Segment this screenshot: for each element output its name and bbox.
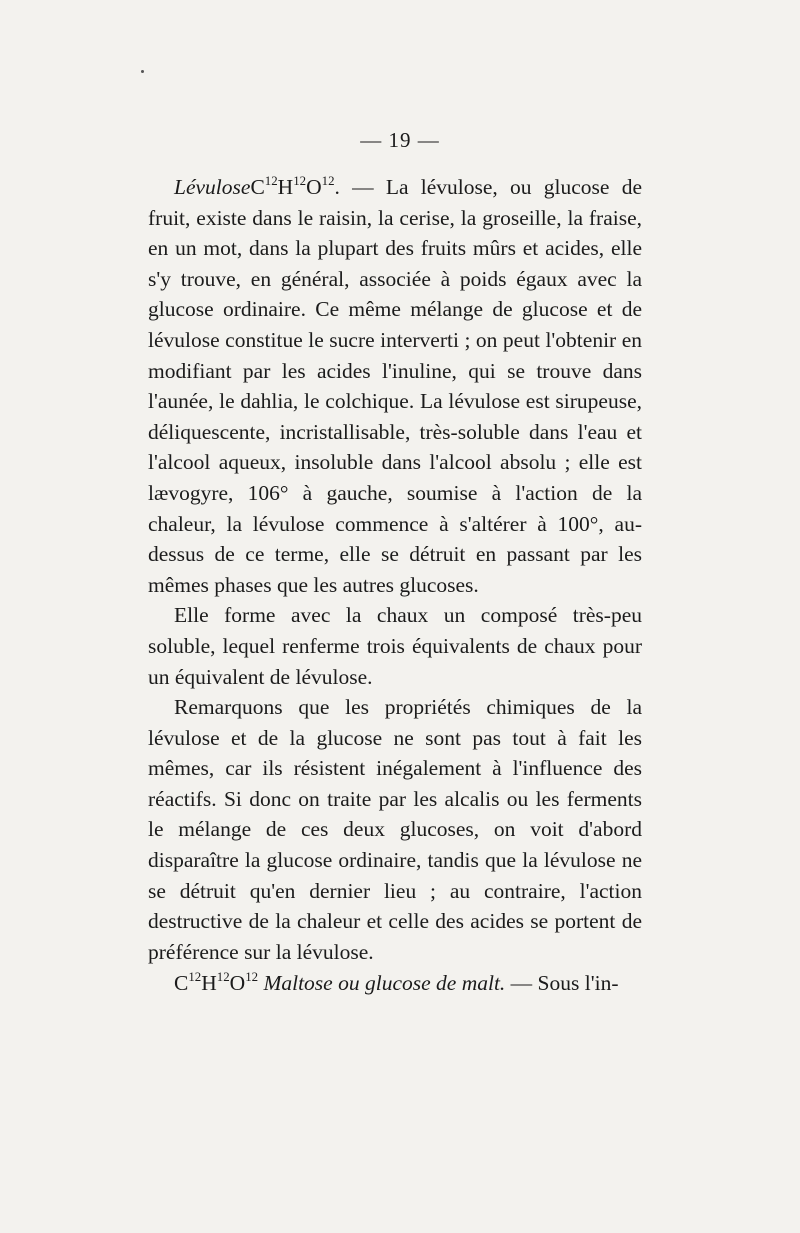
maltose-paragraph-1 — [148, 968, 642, 999]
levulose-formula: $C^{12}H^{12}O^{12}$ — [250, 173, 335, 199]
page-number: — 19 — — [360, 128, 440, 152]
levulose-section — [148, 172, 642, 967]
levulose-title: Lévulose — [174, 175, 251, 199]
maltose-title: Maltose ou glucose de malt. — [263, 971, 506, 995]
maltose-intro-text: — Sous l'in- — [505, 971, 619, 995]
levulose-paragraph-2: Elle forme avec la chaux un composé très-peu soluble, lequel renferme trois équivalents de chaux pour un équivalent de lévulose. — [148, 603, 642, 689]
levulose-paragraph-1 — [148, 172, 642, 600]
levulose-paragraph-3: Remarquons que les propriétés chimiques de la lévulose et de la glucose ne sont pas tout à fait les mêmes, car ils résistent inégalement à l'influence des réactifs. Si donc on traite par les alcalis ou les ferments le mélange de ces deux glucoses, on voit d'abord disparaître la glucose ordinaire, tandis que la lévulose ne se détruit qu'en dernier lieu ; au contraire, l'action destructive de la chaleur et celle des acides se portent de préférence sur la lévulose. — [148, 695, 642, 964]
ink-speck — [141, 70, 144, 73]
maltose-formula: $C^{12}H^{12}O^{12}$ — [174, 969, 259, 995]
maltose-section — [148, 968, 642, 999]
levulose-intro-text: . — La lévulose, ou glucose de fruit, existe dans le raisin, la cerise, la groseille, la fraise, en un mot, dans la plupart des fruits mûrs et acides, elle s'y trouve, en général, associée à poids égaux avec la glucose ordinaire. Ce même mélange de glucose et de lévulose constitue le sucre interverti ; on peut l'obtenir en modifiant par les acides l'inuline, qui se trouve dans l'aunée, le dahlia, le colchique. La lévulose est sirupeuse, déliquescente, incristallisable, très-soluble dans l'eau et l'alcool aqueux, insoluble dans l'alcool absolu ; elle est lævogyre, 106° à gauche, soumise à l'action de la chaleur, la lévulose commence à s'altérer à 100°, au-dessus de ce terme, elle se détruit en passant par les mêmes phases que les autres glucoses. — [148, 175, 642, 597]
